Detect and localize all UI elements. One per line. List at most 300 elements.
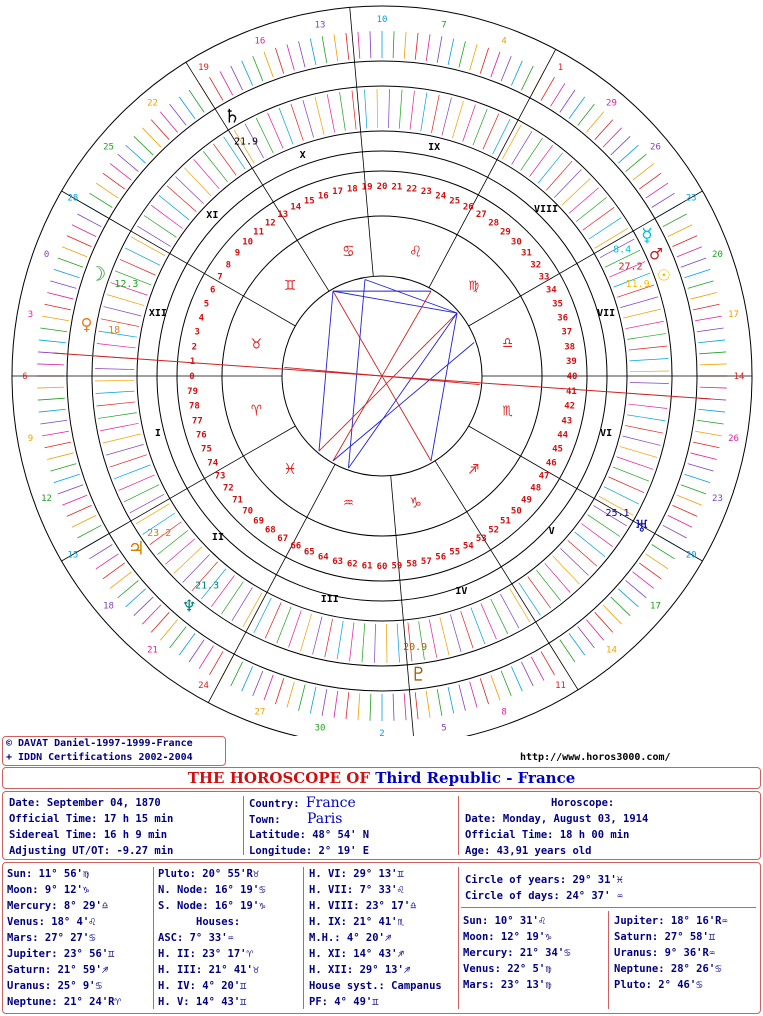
cycle-tick [77, 214, 101, 227]
natal-sidereal-time: Sidereal Time: 16 h 9 min [9, 829, 168, 841]
age-number: 46 [545, 458, 557, 469]
cycle-tick [646, 183, 668, 198]
cycle-tick [691, 293, 717, 300]
house-8: H. VIII: 23° 17'♎ [309, 900, 417, 912]
degree-tick [620, 446, 657, 457]
cycle-tick [663, 525, 687, 538]
natal-uranus: Uranus: 25° 9'♋ [7, 980, 102, 992]
cycle-number: 13 [314, 20, 326, 31]
cycle-tick [693, 304, 719, 310]
cycle-tick [253, 671, 263, 696]
cycle-tick [103, 563, 125, 579]
cycle-number: 18 [103, 601, 114, 612]
horoscope-info [465, 795, 648, 859]
planet-glyph: ♂ [650, 241, 663, 266]
cycle-tick [521, 662, 533, 686]
transit-neptune: Neptune: 28° 26'♋ [614, 963, 722, 975]
part-of-fortune: PF: 4° 49'♊ [309, 996, 379, 1008]
natal-pluto: Pluto: 20° 55'R♉ [158, 868, 260, 880]
cycle-tick [322, 36, 327, 63]
age-number: 15 [303, 196, 315, 207]
cycle-tick [103, 173, 125, 189]
latitude: Latitude: 48° 54' N [249, 829, 370, 841]
cycle-tick [287, 682, 294, 708]
cycle-tick [210, 651, 224, 674]
cycle-tick [358, 693, 360, 720]
cycle-tick [126, 589, 146, 607]
cycle-tick [126, 145, 146, 163]
planet-glyph: ♆ [183, 593, 196, 618]
house-2: H. II: 23° 17'♈ [158, 948, 253, 960]
degree-tick [352, 91, 356, 130]
degree-tick [364, 90, 366, 129]
degree-tick [554, 170, 581, 198]
aspect-line [333, 291, 457, 313]
degree-tick [421, 93, 427, 132]
cycle-tick [47, 293, 73, 300]
cycle-tick [299, 41, 306, 67]
cycle-tick [334, 691, 338, 718]
cycle-tick [404, 693, 406, 720]
cycle-tick [673, 505, 698, 516]
degree-tick [562, 178, 590, 205]
planet-degree: 20.9 [403, 641, 428, 653]
cycle-number: 30 [314, 723, 326, 734]
cycle-tick [511, 667, 522, 692]
natal-official-time: Official Time: 17 h 15 min [9, 813, 174, 825]
age-number: 24 [435, 191, 447, 202]
cycle-tick [253, 56, 263, 81]
planet-glyph: ♃ [130, 536, 143, 561]
age-number: 25 [449, 196, 461, 207]
age-number: 0 [189, 372, 195, 382]
degree-tick [528, 577, 551, 609]
house-asc: ASC: 7° 33'♒ [158, 932, 234, 944]
cycle-tick [611, 136, 630, 155]
cycle-tick [118, 154, 139, 171]
degree-tick [452, 101, 463, 138]
age-number: 16 [317, 191, 329, 202]
cycle-tick [633, 164, 654, 181]
cycle-tick [611, 597, 630, 616]
age-number: 8 [225, 260, 231, 271]
age-number: 47 [538, 471, 550, 482]
degree-tick [174, 547, 202, 574]
cycle-tick [639, 563, 661, 579]
age-number: 64 [317, 552, 329, 563]
cycle-tick [501, 56, 511, 81]
cycle-tick [151, 120, 169, 140]
cycle-tick [459, 685, 466, 711]
cycle-tick [569, 633, 585, 655]
house-system: House syst.: Campanus [309, 980, 442, 992]
cycle-tick [663, 214, 687, 227]
planet-glyph: ♅ [635, 514, 648, 538]
cycle-tick [595, 120, 613, 140]
zodiac-glyph: ♒ [343, 492, 354, 513]
degree-tick [362, 623, 365, 662]
cycle-tick [560, 640, 575, 662]
cycle-tick [688, 281, 714, 288]
cycle-tick [89, 545, 112, 559]
degree-tick [536, 570, 560, 601]
degree-tick [95, 380, 134, 381]
house-cusp-line [435, 458, 578, 690]
cycle-tick [541, 651, 555, 674]
age-number: 66 [290, 541, 302, 552]
cycle-tick [404, 32, 406, 59]
cycle-tick [491, 675, 500, 700]
cycle-tick [67, 236, 92, 247]
degree-tick [623, 309, 661, 318]
degree-tick [545, 563, 571, 592]
cycle-number: 17 [650, 601, 661, 612]
age-number: 4 [198, 313, 205, 324]
cycle-tick [151, 612, 169, 632]
horoscope-official-time: Official Time: 18 h 00 min [465, 829, 630, 841]
cycle-tick [541, 77, 555, 100]
cycle-tick [275, 678, 283, 704]
cycle-tick [393, 31, 394, 58]
degree-tick [100, 423, 138, 430]
zodiac-glyph: ♓ [284, 458, 296, 479]
cycle-tick [39, 340, 66, 343]
natal-info [9, 795, 173, 859]
cycle-tick [96, 183, 118, 198]
age-number: 21 [391, 182, 403, 193]
age-number: 58 [406, 559, 418, 570]
cycle-tick [58, 258, 83, 267]
age-number: 40 [566, 372, 578, 382]
degree-tick [107, 294, 144, 305]
age-number: 63 [332, 556, 344, 567]
cycle-number: 23 [685, 193, 697, 204]
house-11: H. XI: 14° 43'♐ [309, 948, 404, 960]
cycle-tick [310, 687, 316, 713]
cycle-tick [37, 387, 64, 388]
transit-positions-b [614, 913, 728, 993]
age-number: 52 [488, 525, 500, 536]
cycle-tick [531, 657, 544, 681]
age-number: 17 [332, 187, 344, 198]
degree-tick [325, 619, 333, 657]
degree-tick [620, 297, 657, 308]
longitude: Longitude: 2° 19' E [249, 845, 370, 857]
age-number: 43 [561, 416, 573, 427]
age-number: 72 [222, 483, 234, 494]
natal-mercury: Mercury: 8° 29'♎ [7, 900, 109, 912]
degree-tick [106, 444, 143, 455]
cycle-tick [322, 689, 327, 716]
zodiac-glyph: ♊ [284, 275, 296, 296]
circle-of-years: Circle of years: 29° 31'♓ [465, 874, 624, 886]
degree-tick [397, 624, 399, 663]
degree-tick [530, 145, 553, 176]
cycle-tick [511, 61, 522, 86]
age-number: 48 [530, 483, 542, 494]
degree-tick [628, 404, 667, 408]
house-9: H. IX: 21° 41'♏ [309, 916, 404, 928]
transit-positions-a [463, 913, 570, 993]
page-title [2, 767, 761, 789]
cycle-number: 27 [254, 707, 266, 718]
planet-degree: 11.9 [625, 278, 650, 290]
transit-mercury: Mercury: 21° 34'♋ [463, 947, 571, 959]
cycle-number: 21 [147, 645, 158, 656]
cycle-tick [603, 605, 622, 624]
degree-tick [629, 346, 668, 350]
degree-tick [625, 425, 663, 433]
degree-tick [97, 344, 136, 348]
house-label: III [320, 594, 339, 606]
cycle-tick [142, 128, 161, 147]
age-number: 28 [488, 218, 500, 229]
degree-tick [604, 487, 639, 504]
transit-pluto: Pluto: 2° 46'♋ [614, 979, 703, 991]
cycle-number: 6 [22, 372, 28, 382]
planet-degree: 27.2 [618, 261, 643, 273]
cycle-tick [691, 453, 717, 460]
cycle-tick [448, 39, 454, 65]
planet-degree: 25.1 [605, 508, 630, 519]
degree-tick [95, 368, 134, 369]
cycle-number: 14 [606, 645, 617, 656]
age-number: 34 [545, 285, 557, 296]
degree-tick [623, 436, 661, 445]
zodiac-glyph: ♈ [251, 400, 262, 421]
age-number: 55 [449, 547, 461, 558]
degree-tick [279, 108, 293, 144]
cycle-tick [220, 71, 233, 95]
natal-positions-2 [158, 866, 265, 1010]
cycle-tick [199, 646, 213, 669]
cycle-tick [688, 464, 714, 471]
cycle-tick [67, 505, 92, 516]
transit-moon: Moon: 12° 19'♑ [463, 931, 552, 943]
circle-of-days: Circle of days: 24° 37' ♒ [465, 890, 624, 902]
age-number: 3 [194, 327, 200, 338]
cycle-tick [42, 316, 69, 321]
house-5: H. V: 14° 43'♊ [158, 996, 247, 1008]
degree-tick [581, 524, 612, 547]
cycle-tick [72, 515, 96, 527]
age-number: 11 [253, 227, 265, 238]
cycle-tick [242, 61, 253, 86]
degree-tick [519, 583, 541, 616]
age-number: 36 [557, 313, 569, 324]
age-number: 14 [290, 202, 302, 213]
degree-tick [120, 259, 156, 275]
cycle-tick [603, 128, 622, 147]
cycle-tick [179, 97, 195, 119]
cycle-tick [310, 39, 316, 65]
degree-tick [627, 415, 666, 421]
cycle-tick [491, 52, 500, 77]
copyright-line2: + IDDN Certifications 2002-2004 [6, 752, 193, 763]
degree-tick [103, 434, 141, 443]
planet-glyph: ♇ [412, 661, 425, 686]
cycle-number: 17 [728, 310, 739, 321]
cycle-number: 29 [606, 98, 617, 109]
cycle-tick [633, 572, 654, 589]
natal-mars: Mars: 27° 27'♋ [7, 932, 96, 944]
copyright-line1: © DAVAT Daniel-1997-1999-France [6, 738, 193, 749]
cycle-tick [437, 689, 442, 716]
degree-tick [521, 138, 543, 170]
cycle-number: 9 [27, 433, 34, 444]
house-label: XII [148, 307, 167, 319]
cycle-tick [551, 83, 565, 106]
cycle-number: 4 [501, 36, 507, 47]
cycle-tick [134, 597, 153, 616]
age-number: 79 [187, 386, 199, 397]
age-number: 37 [561, 327, 573, 338]
house-label: VIII [534, 203, 559, 215]
zodiac-glyph: ♎ [502, 333, 513, 354]
age-number: 53 [475, 534, 487, 545]
cycle-number: 23 [712, 494, 723, 505]
degree-tick [256, 118, 273, 153]
cycle-number: 19 [198, 62, 209, 73]
degree-tick [569, 188, 598, 214]
cycle-tick [470, 682, 477, 708]
house-label: V [548, 526, 555, 538]
degree-tick [450, 614, 461, 651]
age-number: 68 [264, 525, 276, 536]
cycle-tick [77, 525, 101, 538]
age-number: 75 [201, 444, 212, 455]
cycle-tick [626, 154, 647, 171]
age-number: 6 [209, 285, 216, 296]
degree-tick [104, 307, 142, 316]
degree-tick [315, 97, 324, 135]
cycle-number: 16 [254, 36, 266, 47]
cycle-tick [480, 48, 488, 74]
cycle-tick [170, 627, 187, 648]
degree-tick [151, 205, 182, 228]
cycle-number: 8 [501, 707, 507, 718]
cycle-tick [50, 464, 76, 471]
cycle-tick [287, 44, 294, 70]
cycle-tick [595, 612, 613, 632]
natal-sun: Sun: 11° 56'♍ [7, 868, 90, 880]
zodiac-glyph: ♋ [343, 241, 354, 262]
degree-tick [277, 607, 291, 643]
house-cusp-line [429, 49, 559, 287]
cycle-number: 25 [103, 142, 114, 153]
zodiac-glyph: ♏ [502, 400, 513, 421]
cycle-number: 15 [67, 550, 79, 561]
degree-tick [463, 105, 476, 142]
house-7: H. VII: 7° 33'♌ [309, 884, 404, 896]
cycle-tick [698, 340, 725, 343]
cycle-tick [521, 66, 533, 90]
age-number: 23 [420, 187, 432, 198]
zodiac-glyph: ♑ [410, 492, 421, 513]
cycle-tick [62, 247, 87, 257]
age-number: 33 [538, 272, 550, 283]
age-number: 44 [557, 430, 569, 441]
zodiac-glyph: ♉ [251, 333, 262, 354]
cycle-tick [700, 364, 727, 365]
cycle-tick [700, 387, 727, 388]
horoscope-age: Age: 43,91 years old [465, 845, 592, 857]
cycle-tick [264, 675, 273, 700]
house-4: H. IV: 4° 20'♊ [158, 980, 247, 992]
cycle-tick [684, 474, 710, 482]
degree-tick [213, 144, 236, 176]
degree-tick [96, 391, 135, 393]
cycle-tick [699, 352, 726, 354]
degree-tick [167, 186, 196, 212]
natal-neptune: Neptune: 21° 24'R♈ [7, 996, 121, 1008]
cycle-tick [231, 662, 243, 686]
cycle-tick [358, 32, 360, 59]
cycle-tick [626, 580, 647, 597]
degree-tick [481, 603, 497, 639]
transit-jupiter: Jupiter: 18° 16'R♒ [614, 915, 728, 927]
site-url[interactable]: http://www.horos3000.com/ [520, 752, 671, 763]
natal-jupiter: Jupiter: 23° 56'♊ [7, 948, 115, 960]
cycle-tick [160, 112, 177, 133]
cycle-tick [370, 694, 371, 721]
natal-venus: Venus: 18° 4'♌ [7, 916, 96, 928]
house-label: VI [600, 428, 613, 440]
planet-degree: 21.3 [195, 580, 220, 592]
age-number: 32 [530, 260, 542, 271]
house-mc: M.H.: 4° 20'♐ [309, 932, 392, 944]
degree-tick [303, 100, 314, 137]
cycle-tick [393, 694, 394, 721]
cycle-number: 10 [376, 15, 388, 25]
house-cusp-line [208, 464, 335, 702]
positions-panel [2, 862, 761, 1014]
cycle-tick [160, 620, 177, 641]
cycle-tick [618, 145, 638, 163]
degree-tick [327, 94, 334, 132]
degree-tick [609, 477, 645, 493]
age-number: 19 [361, 182, 373, 193]
age-number: 61 [361, 561, 373, 572]
degree-tick [546, 161, 572, 190]
cycle-tick [58, 485, 83, 494]
degree-tick [97, 402, 136, 406]
age-number: 45 [552, 444, 563, 455]
age-number: 62 [346, 559, 358, 570]
degree-tick [337, 621, 343, 660]
cycle-tick [695, 316, 722, 321]
age-number: 35 [552, 299, 563, 310]
cycle-tick [646, 554, 668, 569]
degree-tick [613, 467, 649, 481]
cycle-tick [652, 545, 675, 559]
age-number: 78 [188, 401, 200, 412]
cycle-number: 28 [67, 193, 79, 204]
degree-tick [419, 621, 425, 660]
cycle-tick [62, 495, 87, 505]
cycle-tick [38, 398, 65, 400]
cycle-tick [695, 431, 722, 436]
cycle-tick [110, 572, 131, 589]
cycle-number: 12 [41, 494, 52, 505]
natal-date: Date: September 04, 1870 [9, 797, 161, 809]
cycle-number: 3 [27, 310, 34, 321]
zodiac-glyph: ♌ [410, 241, 421, 262]
cycle-tick [415, 692, 418, 719]
degree-tick [144, 216, 176, 238]
cycle-tick [578, 104, 595, 125]
degree-tick [589, 218, 622, 240]
